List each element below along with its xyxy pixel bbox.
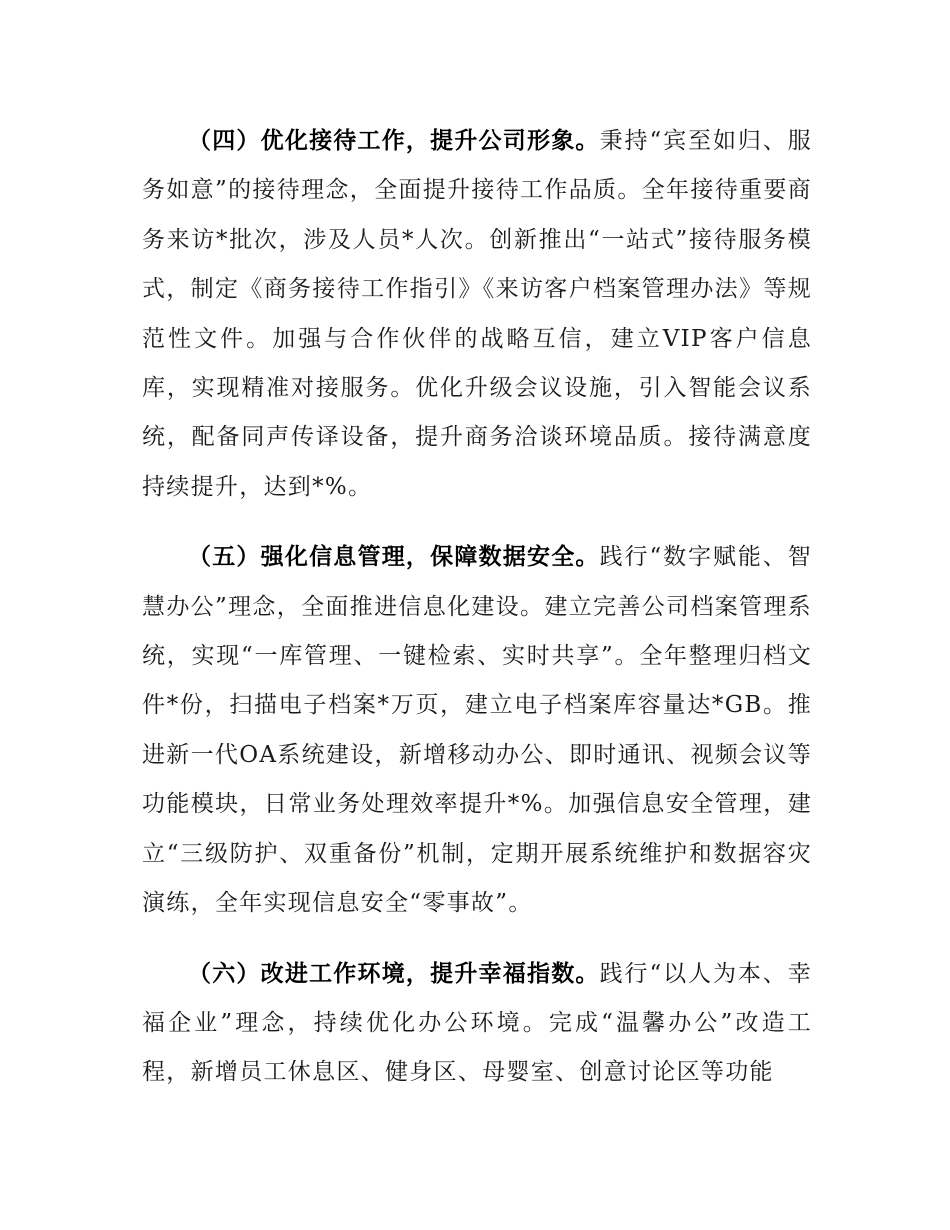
paragraph-text: 践行“数字赋能、智慧办公”理念，全面推进信息化建设。建立完善公司档案管理系统，实现“一库管理、一键检索、实时共享”。全年整理归档文件*份，扫描电子档案*万页，建立电子档案库容量达*GB。推进新一代OA系统建设，新增移动办公、即时通讯、视频会议等功能模块，日常业务处理效率提升*%。加强信息安全管理，建立“三级防护、双重备份”机制，定期开展系统维护和数据容灾演练，全年实现信息安全“零事故”。 (142, 544, 812, 917)
paragraph-reception (142, 117, 812, 512)
paragraph-text: 践行“以人为本、幸福企业”理念，持续优化办公环境。完成“温馨办公”改造工程，新增员工休息区、健身区、母婴室、创意讨论区等功能 (142, 960, 812, 1086)
paragraph-text: 秉持“宾至如归、服务如意”的接待理念，全面提升接待工作品质。全年接待重要商务来访*批次，涉及人员*人次。创新推出“一站式”接待服务模式，制定《商务接待工作指引》《来访客户档案管理办法》等规范性文件。加强与合作伙伴的战略互信，建立VIP客户信息库，实现精准对接服务。优化升级会议设施，引入智能会议系统，配备同声传译设备，提升商务洽谈环境品质。接待满意度持续提升，达到*%。 (142, 128, 812, 500)
paragraph-work-environment (142, 950, 812, 1098)
paragraph-heading: （六）改进工作环境，提升幸福指数。 (188, 960, 600, 987)
document-body (142, 117, 812, 1098)
paragraph-information-management (142, 533, 812, 928)
paragraph-heading: （五）强化信息管理，保障数据安全。 (188, 544, 600, 571)
paragraph-heading: （四）优化接待工作，提升公司形象。 (188, 128, 600, 154)
